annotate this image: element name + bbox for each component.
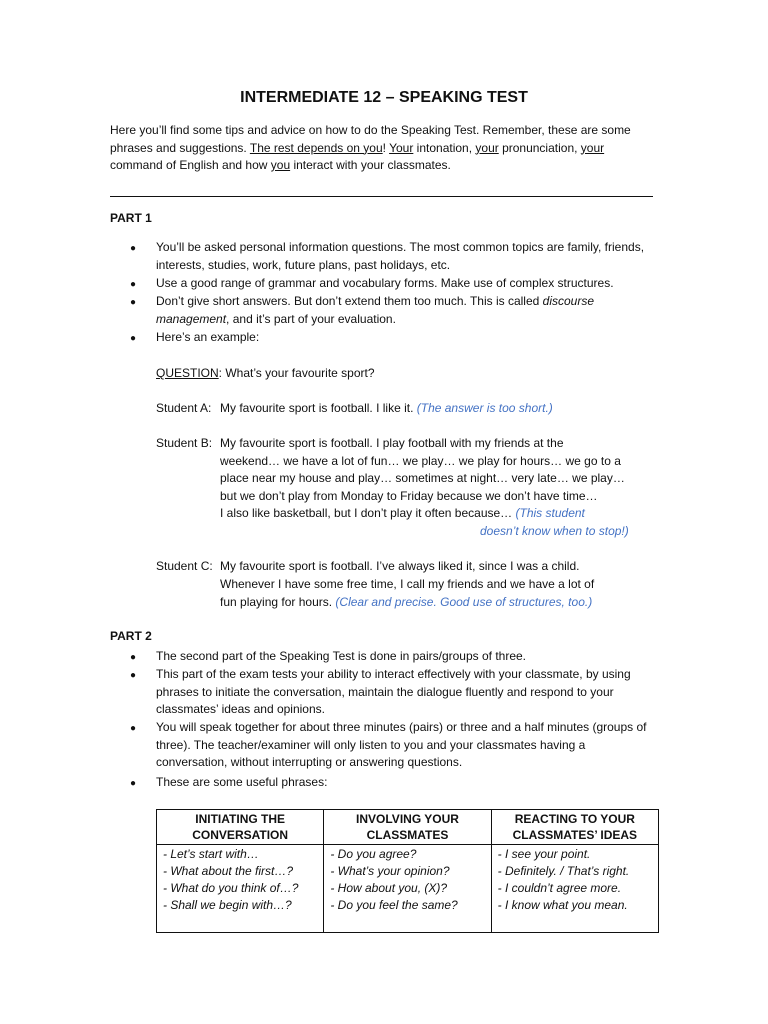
phrase-item: - Definitely. / That’s right. [497,864,630,878]
separator-line [110,196,653,197]
student-c-label: Student C: [156,559,213,573]
intro-paragraph [110,122,658,175]
intro-text: ! [382,140,390,155]
student-c-note: (Clear and precise. Good use of structures, too.) [335,595,593,609]
student-b-note: (This student [515,506,585,520]
question-label: QUESTION [156,366,219,380]
student-c-line: My favourite sport is football. I’ve always liked it, since I was a child. [220,559,580,573]
answer-text: I also like basketball, but I don’t play it often because… [220,506,516,520]
bullet-marker: ● [130,670,137,681]
phrase-item: - What about the first…? [163,864,294,878]
example-question [156,365,375,383]
part1-heading: PART 1 [110,211,152,225]
phrase-item: - Let’s start with… [163,847,259,861]
phrase-item: - How about you, (X)? [330,881,448,895]
column-header: REACTING TO YOUR CLASSMATES’ IDEAS [491,810,658,845]
answer-text: My favourite sport is football. I like it. [220,401,417,415]
student-b-line: place near my house and play… sometimes at night… very late… we play… [220,471,625,485]
question-text: : What’s your favourite sport? [218,366,375,380]
intro-underline: your [475,140,499,155]
bullet-marker: ● [130,297,137,308]
phrase-item: - I couldn’t agree more. [497,881,622,895]
answer-text: fun playing for hours. [220,595,336,609]
table-header-row [157,810,659,845]
student-b-line-last [220,505,585,523]
phrase-item: - What do you think of…? [163,881,299,895]
intro-underline: you [270,158,291,172]
intro-text: pronunciation, [498,140,581,155]
intro-underline: The rest depends on you [249,140,383,155]
bullet-marker: ● [130,279,137,290]
phrase-item: - Shall we begin with…? [163,898,292,912]
column-header: INVOLVING YOUR CLASSMATES [324,810,491,845]
intro-text: command of English and how [110,158,271,172]
bullet-marker: ● [130,333,137,344]
student-b-note-continued: doesn’t know when to stop!) [480,524,629,538]
phrase-item: - What’s your opinion? [330,864,450,878]
phrase-item: - Do you agree? [330,847,417,861]
part1-bullet-4: Here’s an example: [156,330,260,344]
student-b-line: but we don’t play from Monday to Friday because we don’t have time… [220,489,598,503]
phrase-item: - Do you feel the same? [330,898,458,912]
column-header: INITIATING THE CONVERSATION [157,810,324,845]
intro-underline: Your [389,140,414,155]
student-c-line: Whenever I have some free time, I call my friends and we have a lot of [220,577,595,591]
phrase-item: - I see your point. [497,847,591,861]
student-b-line: My favourite sport is football. I play football with my friends at the [220,436,564,450]
part2-bullet-2: This part of the exam tests your ability to interact effectively with your classmate, by using phrases to initiate the conversation, maintain the dialogue fluently and respond to your classmates’ ideas and opinions. [156,667,631,716]
student-a-label: Student A: [156,401,212,415]
bullet-marker: ● [130,243,137,254]
part1-bullet-2: Use a good range of grammar and vocabulary forms. Make use of complex structures. [156,276,614,290]
student-a-answer [220,400,553,418]
bullet-marker: ● [130,778,137,789]
part2-heading: PART 2 [110,629,152,643]
phrase-item: - I know what you mean. [497,898,628,912]
intro-text: interact with your classmates. [290,158,451,172]
bullet-text: , and it’s part of your evaluation. [226,311,396,326]
part2-bullet-1: The second part of the Speaking Test is done in pairs/groups of three. [156,649,527,663]
student-c-line-last [220,594,592,612]
bullet-marker: ● [130,723,137,734]
intro-text: intonation, [413,140,476,155]
part1-bullet-3 [156,293,658,328]
bullet-text: Don’t give short answers. But don’t extend them too much. This is called [156,294,543,308]
initiating-phrases-cell [157,845,324,933]
student-a-note: (The answer is too short.) [416,401,553,415]
intro-underline: your [580,140,605,155]
involving-phrases-cell [324,845,491,933]
student-b-label: Student B: [156,436,213,450]
bullet-marker: ● [130,652,137,663]
discourse-management-term: discourse management [156,294,594,326]
part1-bullet-1: You’ll be asked personal information questions. The most common topics are family, friends, interests, studies, work, future plans, past holidays, etc. [156,240,645,272]
part2-bullet-3: You will speak together for about three minutes (pairs) or three and a half minutes (groups of three). The teacher/examiner will only listen to you and your classmates having a conversation, without interrupting or answering questions. [156,720,647,769]
useful-phrases-table [156,809,659,933]
table-row [157,845,659,933]
reacting-phrases-cell [491,845,658,933]
student-b-line: weekend… we have a lot of fun… we play… we play for hours… we go to a [220,454,621,468]
part2-bullet-4: These are some useful phrases: [156,775,328,789]
page-title: INTERMEDIATE 12 – SPEAKING TEST [240,89,528,106]
intro-text: Here you’ll find some tips and advice on how to do the Speaking Test. Remember, these are some phrases and suggestions. [110,123,631,155]
